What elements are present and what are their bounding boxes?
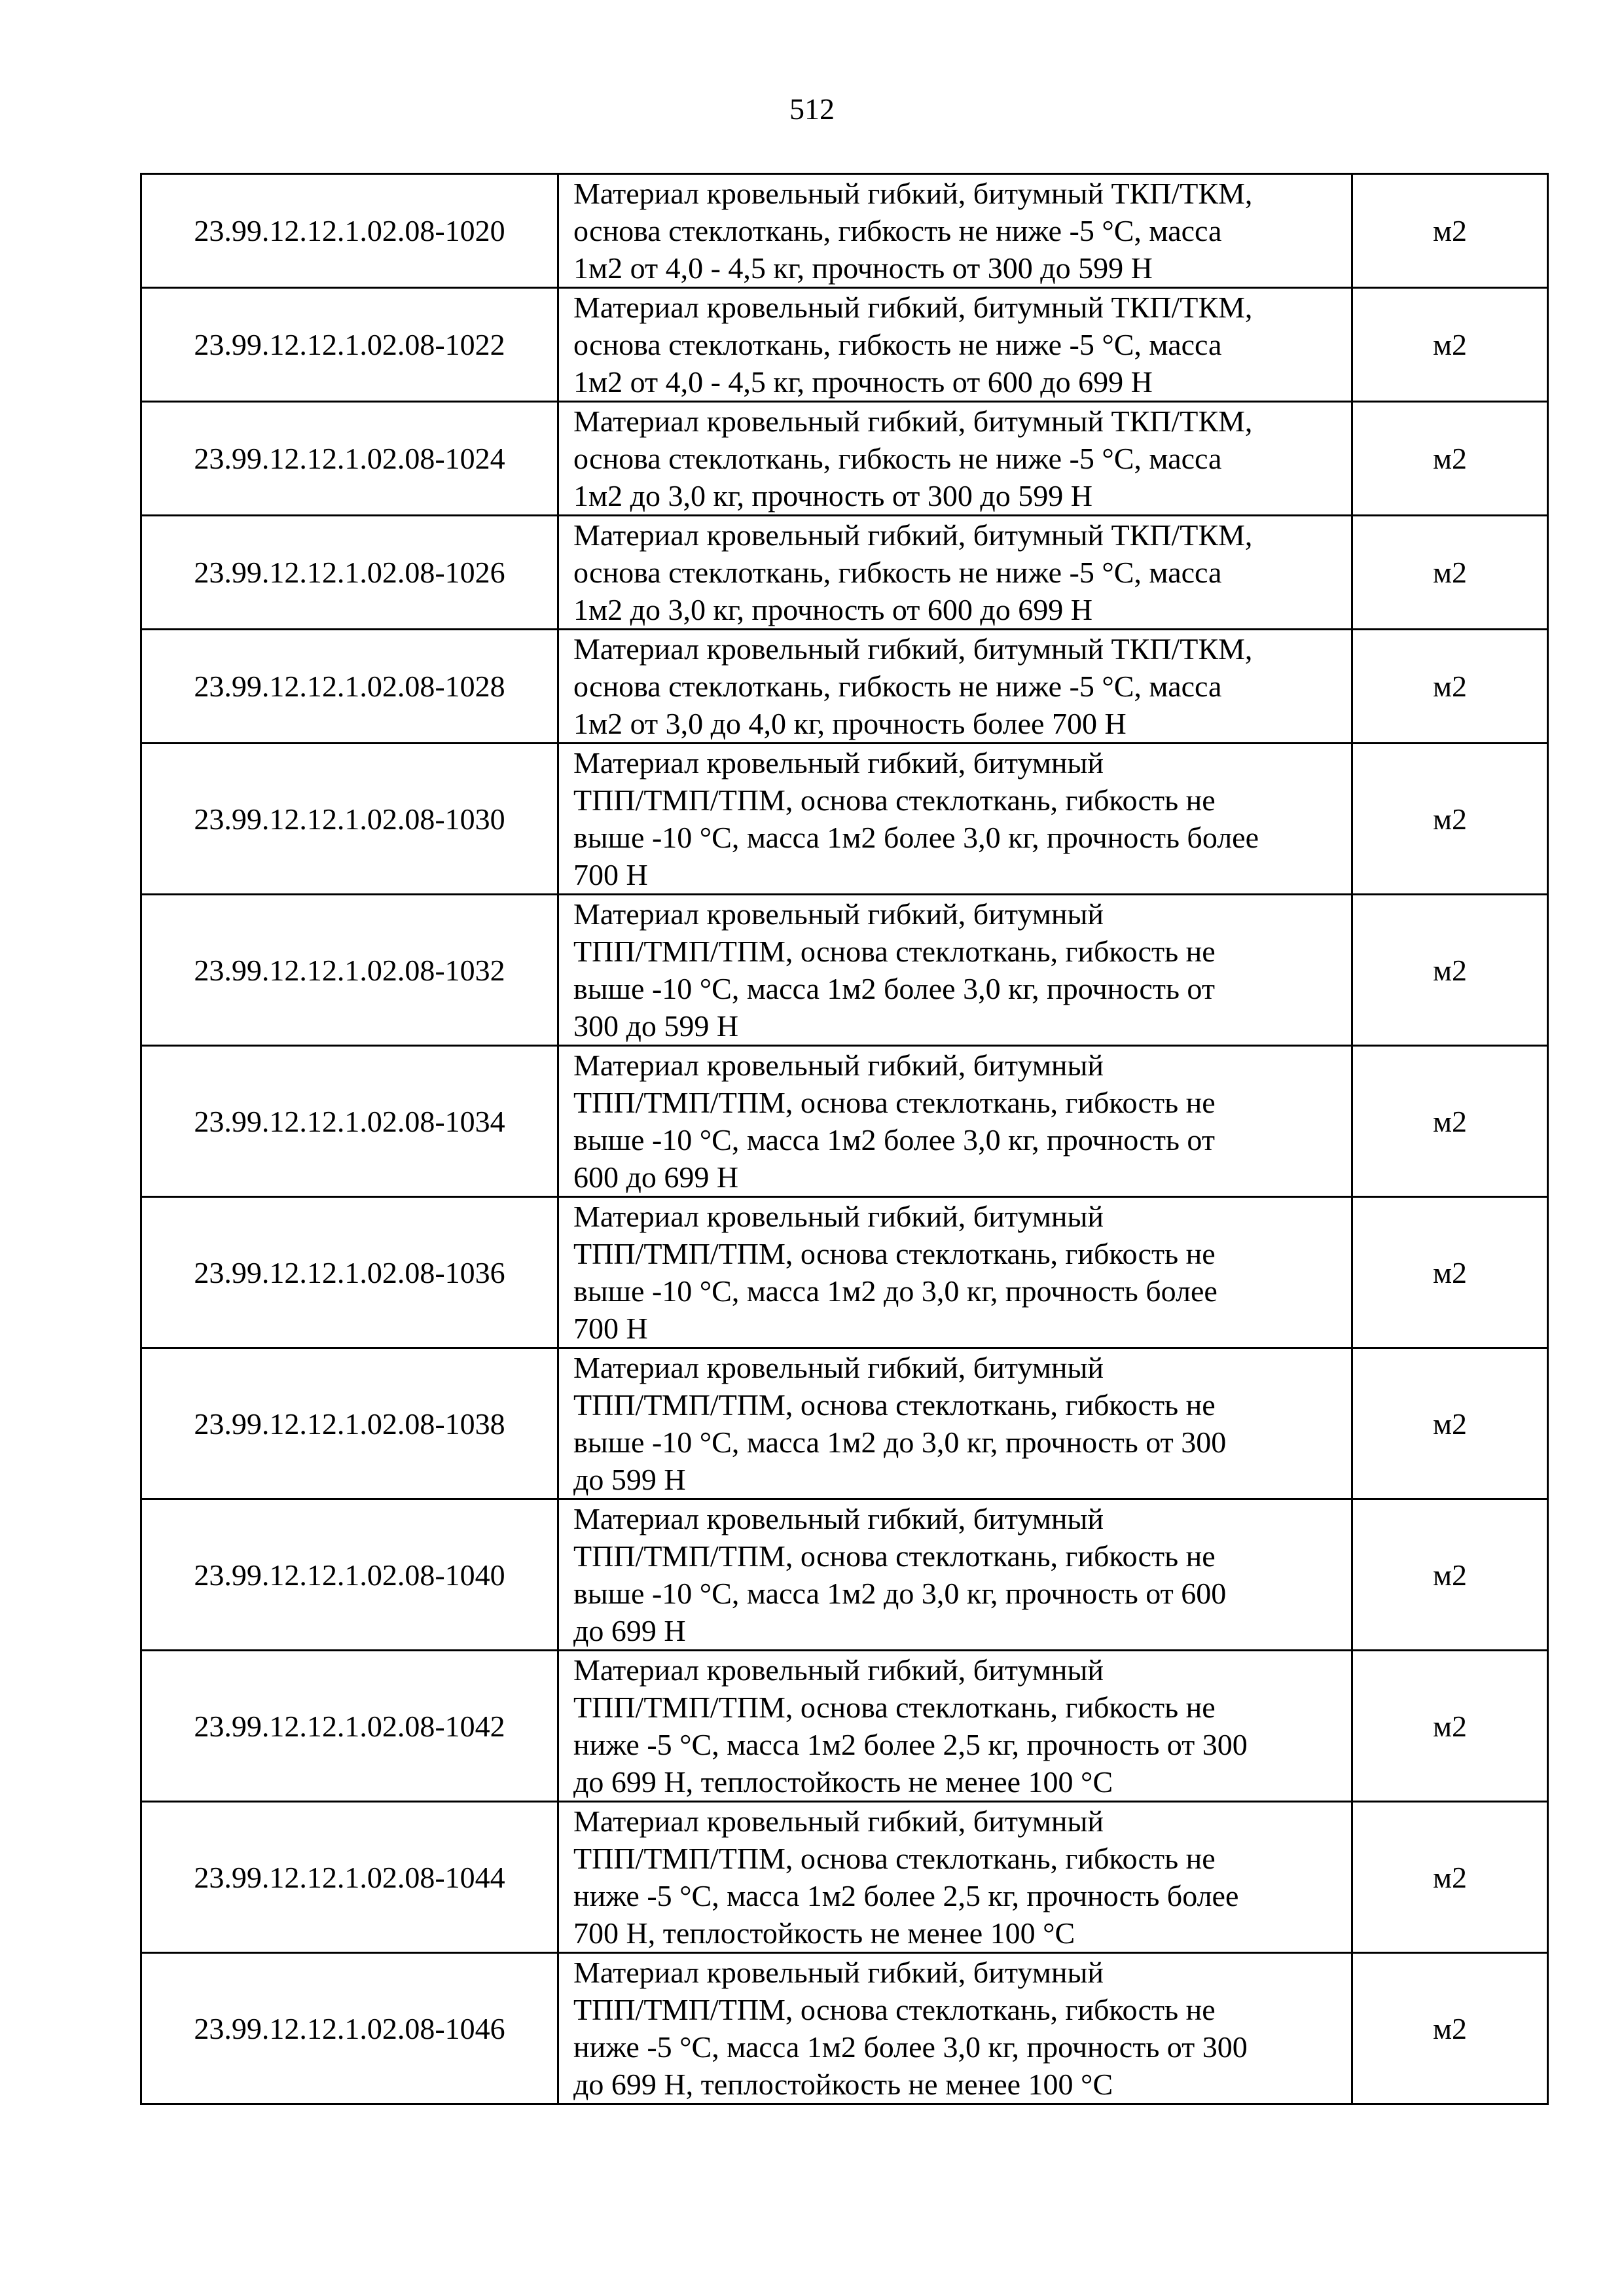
unit-cell: м2 [1352, 895, 1548, 1046]
description-line: выше -10 °С, масса 1м2 более 3,0 кг, прочность от [573, 972, 1215, 1005]
table-row [141, 1802, 1548, 1953]
description-line: Материал кровельный гибкий, битумный [573, 746, 1104, 780]
table-row [141, 1651, 1548, 1802]
item-code-cell: 23.99.12.12.1.02.08-1030 [141, 744, 558, 895]
description-line: Материал кровельный гибкий, битумный ТКП/ТКМ, [573, 291, 1253, 324]
description-line: Материал кровельный гибкий, битумный ТКП/ТКМ, [573, 632, 1253, 666]
unit-cell: м2 [1352, 630, 1548, 744]
item-code-cell: 23.99.12.12.1.02.08-1044 [141, 1802, 558, 1953]
unit-cell: м2 [1352, 1046, 1548, 1197]
description-line: Материал кровельный гибкий, битумный [573, 1351, 1104, 1384]
table-row [141, 895, 1548, 1046]
table-row [141, 1197, 1548, 1348]
page-number: 512 [789, 92, 835, 126]
description-line: ниже -5 °С, масса 1м2 более 2,5 кг, прочность от 300 [573, 1728, 1248, 1761]
unit-cell: м2 [1352, 1197, 1548, 1348]
description-line: основа стеклоткань, гибкость не ниже -5 °С, масса [573, 328, 1222, 361]
item-code-cell: 23.99.12.12.1.02.08-1022 [141, 288, 558, 402]
table-row [141, 1953, 1548, 2104]
description-line: ТПП/ТМП/ТПМ, основа стеклоткань, гибкость не [573, 1388, 1216, 1422]
description-line: ниже -5 °С, масса 1м2 более 3,0 кг, прочность от 300 [573, 2030, 1248, 2064]
description-line: 1м2 до 3,0 кг, прочность от 600 до 699 Н [573, 593, 1092, 626]
description-line: Материал кровельный гибкий, битумный [573, 1049, 1104, 1082]
description-line: до 599 Н [573, 1463, 686, 1496]
description-line: 600 до 699 Н [573, 1160, 739, 1194]
description-line: 1м2 от 3,0 до 4,0 кг, прочность более 700 Н [573, 707, 1127, 740]
table-row [141, 402, 1548, 516]
description-line: выше -10 °С, масса 1м2 до 3,0 кг, прочность более [573, 1274, 1218, 1308]
unit-cell: м2 [1352, 1953, 1548, 2104]
item-description-cell [558, 1499, 1352, 1651]
description-line: до 699 Н, теплостойкость не менее 100 °С [573, 1765, 1113, 1799]
table-body [141, 174, 1548, 2104]
unit-cell: м2 [1352, 174, 1548, 288]
description-line: основа стеклоткань, гибкость не ниже -5 °С, масса [573, 442, 1222, 475]
description-line: Материал кровельный гибкий, битумный ТКП/ТКМ, [573, 177, 1253, 210]
item-code-cell: 23.99.12.12.1.02.08-1032 [141, 895, 558, 1046]
description-line: Материал кровельный гибкий, битумный [573, 1502, 1104, 1535]
item-description-cell [558, 288, 1352, 402]
description-line: 700 Н [573, 858, 648, 891]
item-code-cell: 23.99.12.12.1.02.08-1034 [141, 1046, 558, 1197]
description-line: основа стеклоткань, гибкость не ниже -5 °С, масса [573, 556, 1222, 589]
description-line: Материал кровельный гибкий, битумный [573, 1956, 1104, 1989]
description-line: до 699 Н, теплостойкость не менее 100 °С [573, 2068, 1113, 2101]
unit-cell: м2 [1352, 402, 1548, 516]
description-line: до 699 Н [573, 1614, 686, 1647]
description-line: Материал кровельный гибкий, битумный [573, 897, 1104, 931]
item-code-cell: 23.99.12.12.1.02.08-1038 [141, 1348, 558, 1499]
table-row [141, 630, 1548, 744]
item-code-cell: 23.99.12.12.1.02.08-1024 [141, 402, 558, 516]
table-row [141, 744, 1548, 895]
item-description-cell [558, 630, 1352, 744]
item-code-cell: 23.99.12.12.1.02.08-1036 [141, 1197, 558, 1348]
description-line: ТПП/ТМП/ТПМ, основа стеклоткань, гибкость не [573, 1993, 1216, 2026]
unit-cell: м2 [1352, 1499, 1548, 1651]
description-line: 300 до 599 Н [573, 1009, 739, 1043]
description-line: ниже -5 °С, масса 1м2 более 2,5 кг, прочность более [573, 1879, 1239, 1912]
description-line: ТПП/ТМП/ТПМ, основа стеклоткань, гибкость не [573, 935, 1216, 968]
description-line: Материал кровельный гибкий, битумный [573, 1200, 1104, 1233]
description-line: выше -10 °С, масса 1м2 до 3,0 кг, прочность от 300 [573, 1426, 1227, 1459]
description-line: 1м2 от 4,0 - 4,5 кг, прочность от 600 до 699 Н [573, 365, 1153, 399]
description-line: Материал кровельный гибкий, битумный [573, 1653, 1104, 1687]
description-line: ТПП/ТМП/ТПМ, основа стеклоткань, гибкость не [573, 1691, 1216, 1724]
unit-cell: м2 [1352, 516, 1548, 630]
description-line: ТПП/ТМП/ТПМ, основа стеклоткань, гибкость не [573, 783, 1216, 817]
description-line: основа стеклоткань, гибкость не ниже -5 °С, масса [573, 214, 1222, 247]
description-line: выше -10 °С, масса 1м2 до 3,0 кг, прочность от 600 [573, 1577, 1227, 1610]
item-description-cell [558, 402, 1352, 516]
item-description-cell [558, 1802, 1352, 1953]
description-line: 1м2 до 3,0 кг, прочность от 300 до 599 Н [573, 479, 1092, 512]
table-row [141, 516, 1548, 630]
item-description-cell [558, 895, 1352, 1046]
item-description-cell [558, 1953, 1352, 2104]
item-description-cell [558, 1046, 1352, 1197]
item-description-cell [558, 1651, 1352, 1802]
item-code-cell: 23.99.12.12.1.02.08-1042 [141, 1651, 558, 1802]
table-row [141, 174, 1548, 288]
item-description-cell [558, 516, 1352, 630]
unit-cell: м2 [1352, 1651, 1548, 1802]
item-code-cell: 23.99.12.12.1.02.08-1020 [141, 174, 558, 288]
unit-cell: м2 [1352, 288, 1548, 402]
item-description-cell [558, 1197, 1352, 1348]
description-line: 1м2 от 4,0 - 4,5 кг, прочность от 300 до 599 Н [573, 251, 1153, 285]
item-description-cell [558, 174, 1352, 288]
item-code-cell: 23.99.12.12.1.02.08-1026 [141, 516, 558, 630]
unit-cell: м2 [1352, 744, 1548, 895]
description-line: выше -10 °С, масса 1м2 более 3,0 кг, прочность более [573, 821, 1259, 854]
description-line: Материал кровельный гибкий, битумный ТКП/ТКМ, [573, 404, 1253, 438]
unit-cell: м2 [1352, 1802, 1548, 1953]
description-line: 700 Н, теплостойкость не менее 100 °С [573, 1916, 1075, 1950]
table-row [141, 1348, 1548, 1499]
item-code-cell: 23.99.12.12.1.02.08-1040 [141, 1499, 558, 1651]
description-line: основа стеклоткань, гибкость не ниже -5 °С, масса [573, 670, 1222, 703]
data-table [140, 173, 1549, 2105]
description-line: ТПП/ТМП/ТПМ, основа стеклоткань, гибкость не [573, 1086, 1216, 1119]
description-line: ТПП/ТМП/ТПМ, основа стеклоткань, гибкость не [573, 1237, 1216, 1270]
item-code-cell: 23.99.12.12.1.02.08-1028 [141, 630, 558, 744]
description-line: выше -10 °С, масса 1м2 более 3,0 кг, прочность от [573, 1123, 1215, 1157]
item-description-cell [558, 1348, 1352, 1499]
description-line: ТПП/ТМП/ТПМ, основа стеклоткань, гибкость не [573, 1842, 1216, 1875]
item-description-cell [558, 744, 1352, 895]
table-row [141, 288, 1548, 402]
table-row [141, 1046, 1548, 1197]
description-line: Материал кровельный гибкий, битумный ТКП/ТКМ, [573, 518, 1253, 552]
table-row [141, 1499, 1548, 1651]
description-line: Материал кровельный гибкий, битумный [573, 1804, 1104, 1838]
description-line: ТПП/ТМП/ТПМ, основа стеклоткань, гибкость не [573, 1539, 1216, 1573]
unit-cell: м2 [1352, 1348, 1548, 1499]
description-line: 700 Н [573, 1312, 648, 1345]
item-code-cell: 23.99.12.12.1.02.08-1046 [141, 1953, 558, 2104]
